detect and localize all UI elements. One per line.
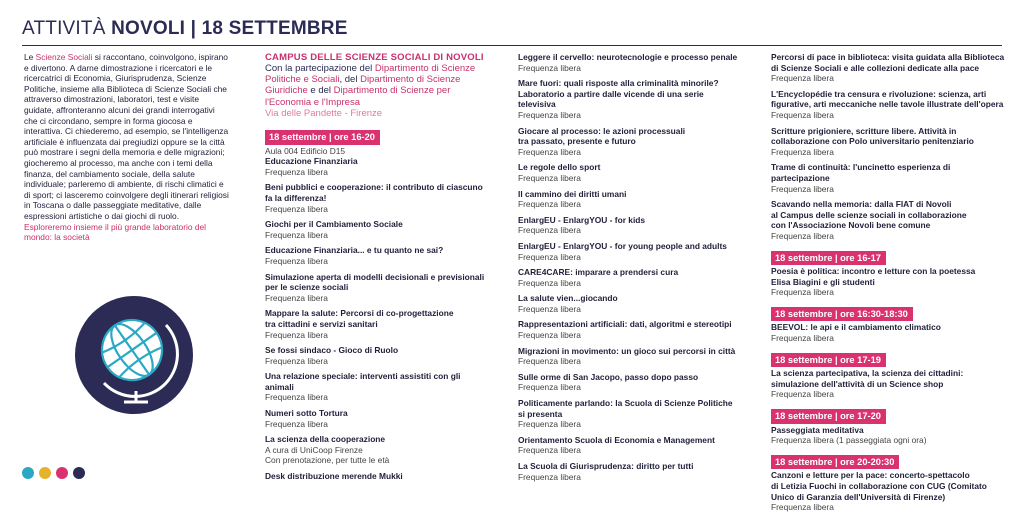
event-title: Giochi per il Cambiamento Sociale xyxy=(265,219,403,230)
event-subtitle: Frequenza libera xyxy=(518,445,581,456)
event-subtitle: Frequenza libera xyxy=(771,109,834,120)
event-title: Poesia è politica: incontro e letture con la poetessa Elisa Biagini e gli studenti xyxy=(771,266,976,287)
event-subtitle: Frequenza libera xyxy=(518,251,581,262)
event-title: Una relazione speciale: interventi assistiti con gli animali xyxy=(265,371,461,392)
time-badge: 18 settembre | ore 16-20 xyxy=(265,130,380,145)
event-item xyxy=(771,126,1006,158)
event-item xyxy=(518,241,743,262)
campus-title: CAMPUS DELLE SCIENZE SOCIALI DI NOVOLI xyxy=(265,52,484,63)
campus-column xyxy=(265,52,485,487)
event-item xyxy=(771,199,1006,241)
event-list xyxy=(518,52,743,482)
event-title: Mare fuori: quali risposte alla criminalità minorile? Laboratorio a partire dalle vicende di una serie televisiva xyxy=(518,78,719,110)
event-title: L'Encyclopédie tra censura e rivoluzione: scienza, arti figurative, arti meccaniche nelle tavole illustrate dell'opera xyxy=(771,88,1004,110)
event-title: Il cammino dei diritti umani xyxy=(518,188,627,199)
event-item xyxy=(518,372,743,393)
time-badge: 18 settembre | ore 20-20:30 xyxy=(771,455,899,470)
event-title: Educazione Finanziaria... e tu quanto ne sai? xyxy=(265,245,444,256)
event-title: Simulazione aperta di modelli decisionali e previsionali per le scienze sociali xyxy=(265,271,485,293)
event-item xyxy=(771,425,1006,446)
globe-icon xyxy=(74,295,194,415)
intro-text xyxy=(24,52,229,222)
campus-dept-3: Dipartimento di Scienze per l'Economia e l'Impresa xyxy=(265,85,451,108)
event-item xyxy=(771,162,1006,194)
event-subtitle: Frequenza libera xyxy=(518,172,581,183)
campus-subtitle xyxy=(265,63,485,108)
event-subtitle: Frequenza libera xyxy=(265,229,328,240)
event-subtitle: Frequenza libera xyxy=(518,109,581,120)
event-subtitle: Frequenza libera xyxy=(771,183,834,194)
event-subtitle: Frequenza libera xyxy=(771,73,834,84)
event-title: BEEVOL: le api e il cambiamento climatico xyxy=(771,322,941,333)
event-title: Se fossi sindaco - Gioco di Ruolo xyxy=(265,345,399,356)
event-item xyxy=(265,156,485,177)
event-title: Migrazioni in movimento: un gioco sui percorsi in città xyxy=(518,345,736,356)
event-title: La Scuola di Giurisprudenza: diritto per tutti xyxy=(518,461,694,471)
event-subtitle: Frequenza libera xyxy=(265,203,328,214)
title-bold: NOVOLI | 18 SETTEMBRE xyxy=(111,18,348,39)
event-subtitle: Frequenza libera xyxy=(518,419,581,430)
event-item xyxy=(265,219,485,240)
event-title: Politicamente parlando: la Scuola di Scienze Politiche si presenta xyxy=(518,398,733,419)
event-item xyxy=(265,371,485,403)
event-item xyxy=(771,266,1006,298)
title-divider xyxy=(22,45,1002,46)
event-item xyxy=(265,245,485,266)
event-item xyxy=(518,461,743,482)
campus-sub-2: , del xyxy=(339,74,361,86)
event-title: Scritture prigioniere, scritture libere. Attività in collaborazione con Polo universitario penitenziario xyxy=(771,125,974,147)
event-title: Mappare la salute: Percorsi di co-progettazione tra cittadini e servizi sanitari xyxy=(265,308,454,329)
event-subtitle: Frequenza libera xyxy=(518,146,581,157)
color-dots xyxy=(22,467,85,479)
event-title: EnlargEU - EnlargYOU - for young people and adults xyxy=(518,240,727,251)
event-subtitle: Frequenza libera xyxy=(518,199,581,210)
event-subtitle: Frequenza libera xyxy=(265,255,328,266)
event-item xyxy=(518,267,743,288)
intro-lead-pre: Le xyxy=(24,52,36,62)
intro-highlight: Scienze Sociali xyxy=(35,52,93,62)
event-title: Orientamento Scuola di Economia e Management xyxy=(518,434,715,445)
event-item xyxy=(518,78,743,120)
event-subtitle: Frequenza libera xyxy=(771,502,834,513)
time-badge: 18 settembre | ore 17-20 xyxy=(771,409,886,424)
event-item xyxy=(518,398,743,430)
event-title: Rappresentazioni artificiali: dati, algoritmi e stereotipi xyxy=(518,319,732,330)
event-item xyxy=(265,272,485,304)
event-title: Beni pubblici e cooperazione: il contributo di ciascuno fa la differenza! xyxy=(265,182,483,203)
event-item xyxy=(265,434,485,466)
intro-column xyxy=(24,52,229,243)
title-prefix: ATTIVITÀ xyxy=(22,18,112,39)
navy-dot xyxy=(73,467,85,479)
event-subtitle: Frequenza libera xyxy=(518,303,581,314)
event-item xyxy=(518,435,743,456)
event-title: La scienza partecipativa, la scienza dei cittadini: simulazione dell'attività di un Science shop xyxy=(771,368,964,389)
events-column xyxy=(518,52,743,487)
event-subtitle: Frequenza libera (1 passeggiata ogni ora) xyxy=(771,435,927,446)
event-item xyxy=(265,182,485,214)
event-title: Leggere il cervello: neurotecnologie e processo penale xyxy=(518,52,738,62)
event-title: Le regole dello sport xyxy=(518,162,601,173)
event-item xyxy=(265,471,485,482)
library-column xyxy=(771,52,1006,518)
event-item xyxy=(518,215,743,236)
event-item xyxy=(518,293,743,314)
campus-dept-2: Dipartimento di Scienze Giuridiche xyxy=(265,74,461,97)
time-badge: 18 settembre | ore 16-17 xyxy=(771,251,886,266)
event-item xyxy=(518,126,743,158)
campus-sub-3: e del xyxy=(307,85,334,97)
event-item xyxy=(771,322,1006,343)
event-title: La scienza della cooperazione xyxy=(265,434,386,445)
event-title: La salute vien...giocando xyxy=(518,293,618,304)
event-item xyxy=(518,319,743,340)
event-subtitle: Frequenza libera xyxy=(265,166,328,177)
event-subtitle: Frequenza libera xyxy=(265,418,328,429)
time-badge: 18 settembre | ore 16:30-18:30 xyxy=(771,307,913,322)
event-list xyxy=(771,52,1006,242)
event-title: EnlargEU - EnlargYOU - for kids xyxy=(518,214,646,225)
event-title: Sulle orme di San Jacopo, passo dopo passo xyxy=(518,371,699,382)
event-item xyxy=(265,308,485,340)
event-title: Passeggiata meditativa xyxy=(771,424,864,435)
intro-cta: Esploreremo insieme il più grande laboratorio del mondo: la società xyxy=(24,221,207,243)
event-item xyxy=(771,52,1006,84)
teal-dot xyxy=(22,467,34,479)
campus-sub-1: Con la partecipazione del xyxy=(265,63,375,74)
event-subtitle: Frequenza libera xyxy=(265,392,328,403)
event-item xyxy=(518,162,743,183)
event-subtitle: Frequenza libera xyxy=(265,292,328,303)
event-title: Canzoni e letture per la pace: concerto-spettacolo di Letizia Fuochi in collaborazione con CUG (Comitato Unico di Garanzia dell'Università di Firenze) xyxy=(771,470,987,502)
event-title: Desk distribuzione merende Mukki xyxy=(265,471,403,482)
event-item xyxy=(518,346,743,367)
event-title: Trame di continuità: l'uncinetto esperienza di partecipazione xyxy=(771,162,951,183)
event-item xyxy=(518,52,743,73)
time-badge: 18 settembre | ore 17-19 xyxy=(771,353,886,368)
page-title xyxy=(22,18,348,40)
event-subtitle: Frequenza libera xyxy=(518,382,581,393)
event-subtitle: Frequenza libera xyxy=(518,277,581,288)
campus-dept-1: Dipartimento di Scienze Politiche e Sociali xyxy=(265,63,476,86)
event-item xyxy=(265,408,485,429)
event-title: Percorsi di pace in biblioteca: visita guidata alla Biblioteca di Scienze Sociali e alle collezioni dedicate alla pace xyxy=(771,52,1005,73)
event-subtitle: A cura di UniCoop Firenze Con prenotazione, per tutte le età xyxy=(265,444,390,466)
event-subtitle: Frequenza libera xyxy=(265,329,328,340)
event-item xyxy=(771,89,1006,121)
yellow-dot xyxy=(39,467,51,479)
event-subtitle: Frequenza libera xyxy=(771,333,834,344)
pink-dot xyxy=(56,467,68,479)
event-item xyxy=(771,368,1006,400)
event-subtitle: Frequenza libera xyxy=(265,355,328,366)
campus-place: Via delle Pandette - Firenze xyxy=(265,107,383,119)
event-title: Educazione Finanziaria xyxy=(265,156,358,167)
event-subtitle: Frequenza libera xyxy=(518,330,581,341)
room-label: Aula 004 Edificio D15 xyxy=(265,145,346,156)
event-subtitle: Frequenza libera xyxy=(771,287,834,298)
event-subtitle: Frequenza libera xyxy=(518,62,581,73)
event-subtitle: Frequenza libera xyxy=(518,356,581,367)
event-subtitle: Frequenza libera xyxy=(771,230,834,241)
event-item xyxy=(518,189,743,210)
event-title: CARE4CARE: imparare a prendersi cura xyxy=(518,267,679,278)
event-list xyxy=(265,156,485,481)
event-title: Numeri sotto Tortura xyxy=(265,408,348,419)
event-title: Scavando nella memoria: dalla FIAT di Novoli al Campus delle scienze sociali in collaborazione con l'Associazione Novoli bene comune xyxy=(771,199,967,231)
event-subtitle: Frequenza libera xyxy=(771,389,834,400)
event-title: Giocare al processo: le azioni processuali tra passato, presente e futuro xyxy=(518,125,686,147)
event-item xyxy=(265,345,485,366)
event-subtitle: Frequenza libera xyxy=(518,471,581,482)
event-subtitle: Frequenza libera xyxy=(518,225,581,236)
event-subtitle: Frequenza libera xyxy=(771,146,834,157)
intro-body: si raccontano, coinvolgono, ispirano e divertono. A darne dimostrazione i ricercatori e le ricercatrici di Economia, Giurisprudenza, Scienze Politiche, insieme alla Biblioteca di Scienze Sociali che attraverso dimostrazioni, laboratori, test e visite guidate, affronteranno alcuni dei grandi interrogativi che ci circondano, sempre in forma giocosa e interattiva. Ci chiederemo, ad esempio, se l'intelligenza artificiale è influenzata dai pregiudizi oppure se la città può mostrare i segni della memoria e delle migrazioni; giocheremo al processo, ma anche con i temi della finanza, del cambiamento sociale, della salute individuale; parleremo di ambiente, di rischi climatici e di sport; ci lasceremo coinvolgere degli itinerari religiosi in Toscana o dalle passeggiate meditative, dalle espressioni artistiche o dai giochi di ruolo. xyxy=(24,52,229,221)
